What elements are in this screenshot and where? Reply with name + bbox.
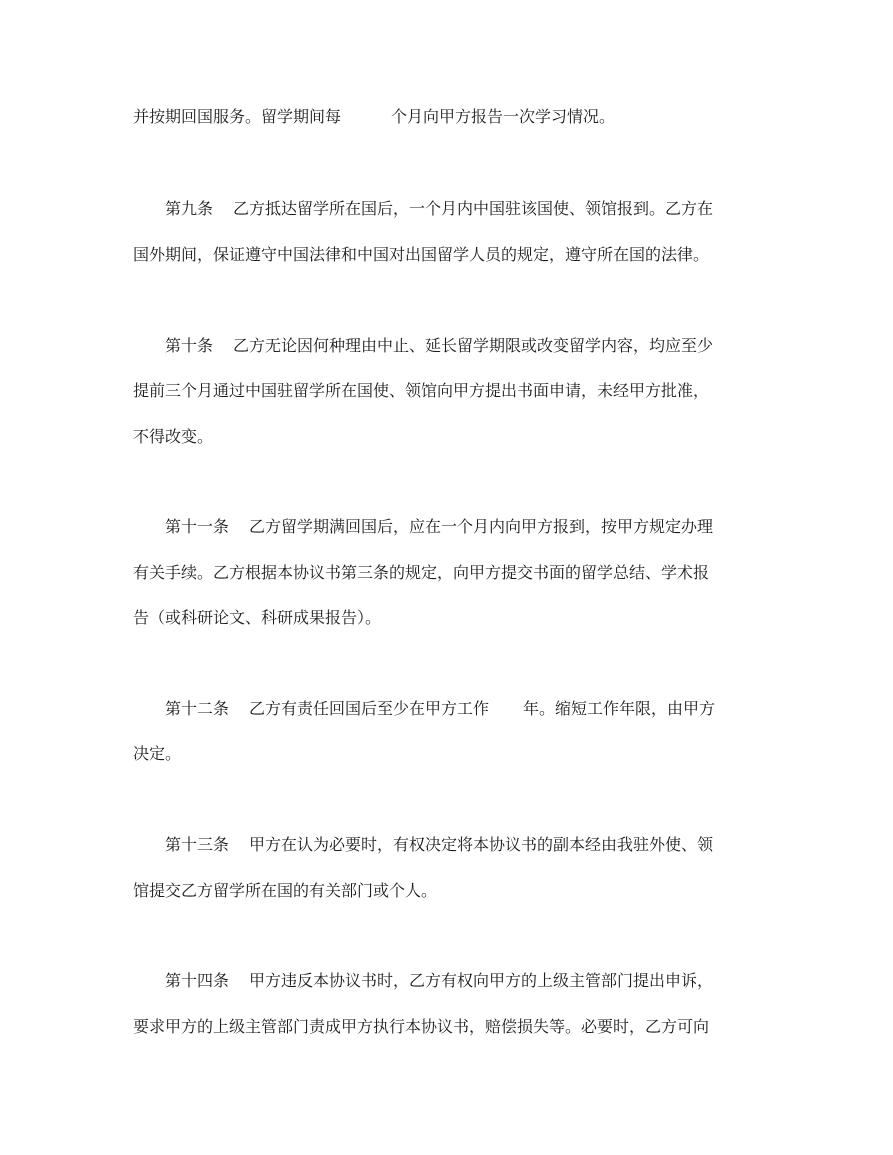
article-number: 第十一条	[165, 517, 230, 536]
article-9-line-1	[165, 199, 713, 219]
article-14-line-1	[165, 971, 713, 991]
article-10-line-3	[133, 427, 213, 447]
text-segment: 乙方有责任回国后至少在甲方工作	[249, 699, 490, 718]
article-11-line-2	[133, 563, 709, 583]
text-segment: 甲方在认为必要时，有权决定将本协议书的副本经由我驻外使、领	[249, 835, 714, 854]
article-number: 第九条	[165, 199, 214, 218]
article-number: 第十条	[165, 336, 214, 355]
paragraph-line	[133, 107, 615, 127]
article-14-line-2	[133, 1017, 709, 1037]
article-number: 第十三条	[165, 835, 230, 854]
text-segment: 乙方抵达留学所在国后，一个月内中国驻该国使、领馆报到。乙方在	[233, 199, 714, 218]
text-segment: 决定。	[133, 744, 182, 763]
article-13-line-1	[165, 835, 713, 855]
text-segment: 国外期间，保证遵守中国法律和中国对出国留学人员的规定，遵守所在国的法律。	[133, 245, 710, 264]
text-segment: 乙方无论因何种理由中止、延长留学期限或改变留学内容，均应至少	[233, 336, 714, 355]
article-11-line-3	[133, 608, 381, 628]
text-segment: 个月向甲方报告一次学习情况。	[391, 107, 616, 126]
text-segment: 馆提交乙方留学所在国的有关部门或个人。	[133, 881, 438, 900]
text-segment: 乙方留学期满回国后，应在一个月内向甲方报到，按甲方规定办理	[249, 517, 714, 536]
article-13-line-2	[133, 881, 437, 901]
article-number: 第十四条	[165, 971, 230, 990]
article-12-line-1	[165, 699, 715, 719]
text-segment: 提前三个月通过中国驻留学所在国使、领馆向甲方提出书面申请，未经甲方批准，	[133, 381, 710, 400]
article-11-line-1	[165, 517, 713, 537]
text-segment: 告（或科研论文、科研成果报告）。	[133, 608, 382, 627]
text-segment: 要求甲方的上级主管部门责成甲方执行本协议书，赔偿损失等。必要时，乙方可向	[133, 1017, 710, 1036]
article-number: 第十二条	[165, 699, 230, 718]
text-segment: 并按期回国服务。留学期间每	[133, 107, 342, 126]
article-9-line-2	[133, 245, 709, 265]
article-10-line-1	[165, 336, 713, 356]
article-12-line-2	[133, 744, 181, 764]
article-10-line-2	[133, 381, 709, 401]
text-segment: 不得改变。	[133, 427, 214, 446]
text-segment: 甲方违反本协议书时，乙方有权向甲方的上级主管部门提出申诉，	[249, 971, 714, 990]
text-segment: 年。缩短工作年限，由甲方	[523, 699, 716, 718]
text-segment: 有关手续。乙方根据本协议书第三条的规定，向甲方提交书面的留学总结、学术报	[133, 563, 710, 582]
